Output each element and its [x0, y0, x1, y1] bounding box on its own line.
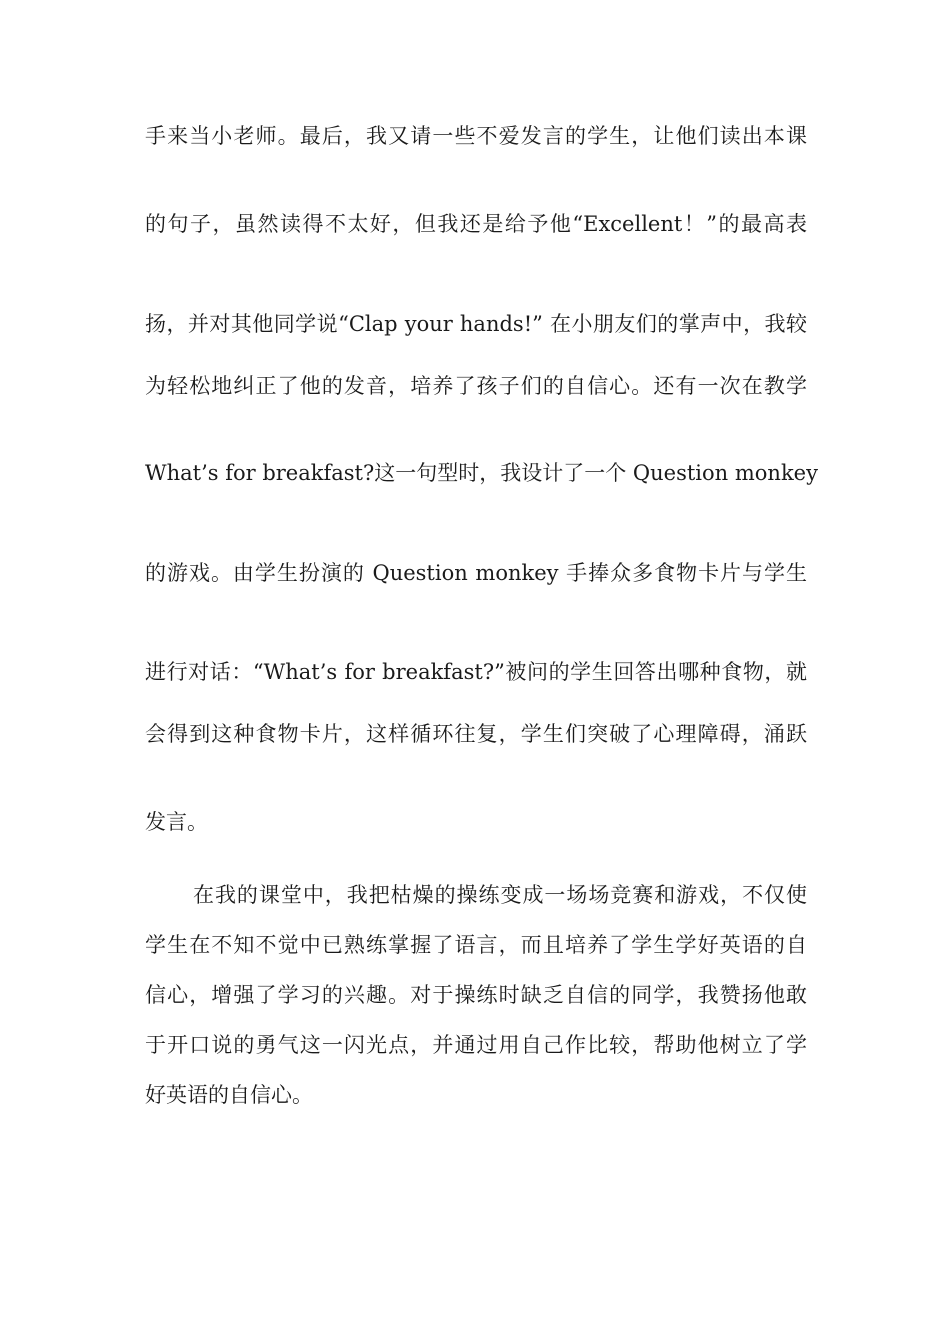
- paragraph-line: 会得到这种食物卡片，这样循环往复，学生们突破了心理障碍，涌跃: [145, 722, 807, 746]
- paragraph-line: 发言。: [145, 810, 208, 834]
- paragraph-line: What’s for breakfast?这一句型时，我设计了一个 Question monkey: [145, 461, 818, 485]
- paragraph-line: 于开口说的勇气这一闪光点，并通过用自己作比较，帮助他树立了学: [145, 1033, 807, 1057]
- paragraph-line: 手来当小老师。最后，我又请一些不爱发言的学生，让他们读出本课: [145, 124, 807, 148]
- paragraph-line: 的游戏。由学生扮演的 Question monkey 手捧众多食物卡片与学生: [145, 561, 807, 585]
- paragraph-line: 扬，并对其他同学说“Clap your hands!” 在小朋友们的掌声中，我较: [145, 312, 807, 336]
- paragraph-line: 进行对话：“What’s for breakfast?”被问的学生回答出哪种食物，就: [145, 660, 807, 684]
- paragraph-line: 信心，增强了学习的兴趣。对于操练时缺乏自信的同学，我赞扬他敢: [145, 983, 807, 1007]
- paragraph-line: 学生在不知不觉中已熟练掌握了语言，而且培养了学生学好英语的自: [145, 933, 807, 957]
- paragraph-line: 的句子，虽然读得不太好，但我还是给予他“Excellent！”的最高表: [145, 212, 807, 236]
- paragraph-line: 好英语的自信心。: [145, 1083, 313, 1107]
- paragraph-line: 为轻松地纠正了他的发音，培养了孩子们的自信心。还有一次在教学: [145, 374, 807, 398]
- paragraph-line: 在我的课堂中，我把枯燥的操练变成一场场竞赛和游戏，不仅使: [193, 883, 807, 907]
